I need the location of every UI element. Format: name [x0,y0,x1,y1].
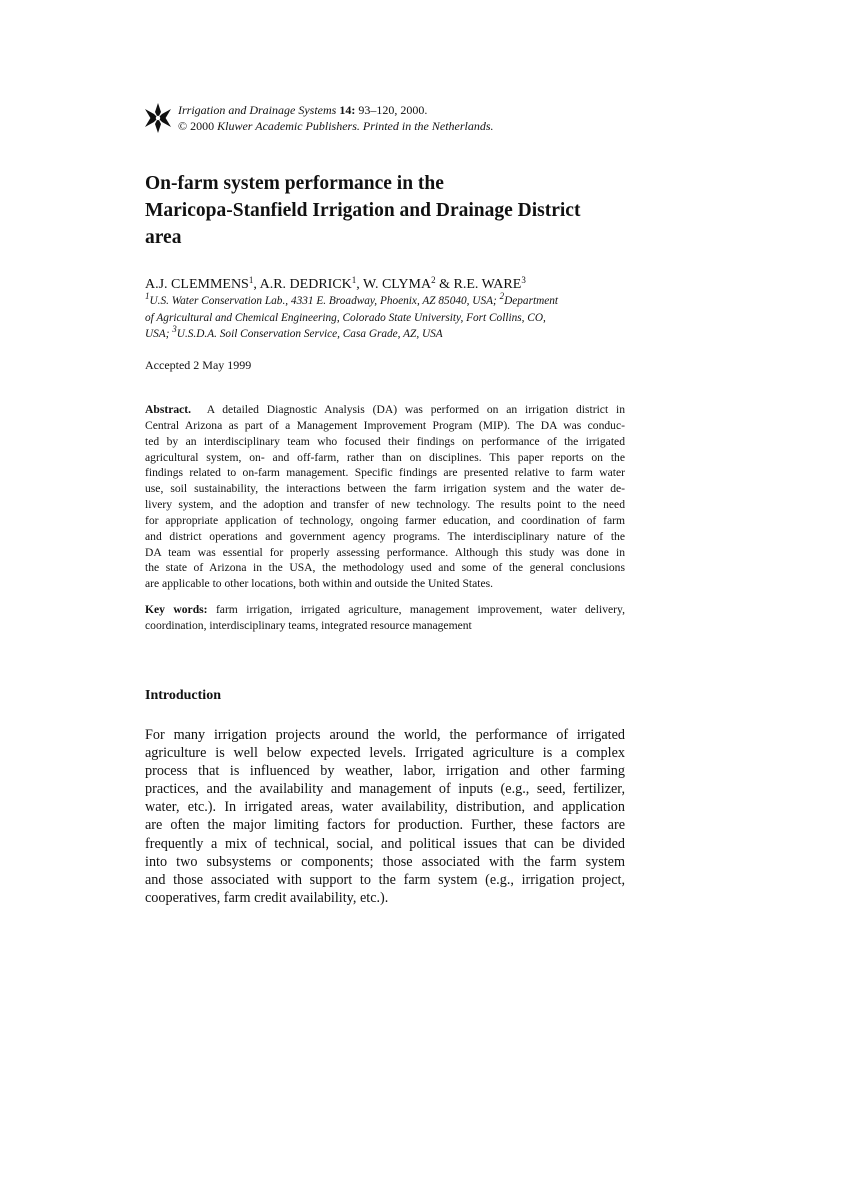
abstract-line: livery system, and the adoption and transfer of new technology. The results point to the need [145,498,625,512]
author-affil-sup: 3 [521,275,526,285]
author-name: R.E. WARE [453,277,522,292]
section-heading-introduction: Introduction [145,688,221,703]
abstract-line: for appropriate application of technology, ongoing farmer education, and coordination of farm [145,513,625,527]
journal-volume: 14: [339,103,356,117]
author-separator: , [253,277,260,292]
title-line: area [145,227,182,248]
affil-text: U.S.D.A. Soil Conservation Service, Casa Grade, AZ, USA [176,328,443,340]
author-name: A.J. CLEMMENS [145,277,249,292]
author-affil-sup: 2 [431,275,436,285]
affil-text: U.S. Water Conservation Lab., 4331 E. Broadway, Phoenix, AZ 85040, USA; [149,295,500,307]
kluwer-star-logo-icon [145,103,171,133]
keywords-text: farm irrigation, irrigated agriculture, management improvement, water delivery, [215,603,625,616]
author-affil-sup: 1 [248,275,254,285]
affiliations [145,293,625,343]
affiliation-line [145,326,625,343]
keywords-line [145,602,625,618]
affil-sup: 3 [172,324,177,334]
affil-sup: 1 [145,291,150,301]
abstract-line: DA team was essential for properly assessing performance. Although this study was done in [145,545,625,559]
abstract-line: and district operations and government agency programs. The interdisciplinary nature of the [145,529,625,543]
article-title [145,170,625,251]
intro-line: and those associated with support to the farm system (e.g., irrigation project, [145,871,625,888]
abstract-line: ted by an interdisciplinary team who focused their findings on performance of the irrigated [145,434,625,448]
journal-citation-line-2 [178,118,494,134]
affil-text: of Agricultural and Chemical Engineering, Colorado State University, Fort Collins, CO, [145,311,546,324]
keywords [145,602,625,634]
publisher: Kluwer Academic Publishers. [217,119,360,133]
journal-header [145,102,625,136]
abstract-line: Central Arizona as part of a Management Improvement Program (MIP). The DA was conduc- [145,418,625,432]
journal-name: Irrigation and Drainage Systems [178,103,337,117]
keywords-label: Key words: [145,603,208,616]
abstract-line: are applicable to other locations, both within and outside the United States. [145,577,494,591]
abstract-line: agricultural system, on- and off-farm, rather than on disciplines. This paper reports on the [145,450,625,464]
affiliation-line [145,293,625,310]
author-affil-sup: 1 [351,275,357,285]
copyright-symbol: © [178,119,188,133]
author-separator: , [356,277,364,292]
title-line: On-farm system performance in the [145,173,444,194]
journal-citation [178,102,494,134]
intro-line: process that is influenced by weather, labor, irrigation and other farming [145,763,625,780]
abstract-text: A detailed Diagnostic Analysis (DA) was performed on an irrigation district in [206,403,626,416]
abstract-line: use, soil sustainability, the interactions between the farm irrigation system and the water de- [145,482,625,496]
abstract-line: findings related to on-farm management. Specific findings are presented relative to farm water [145,466,625,480]
introduction-paragraph [145,726,625,907]
affil-text: Department [504,295,559,307]
abstract-line [145,402,625,418]
abstract-label: Abstract. [145,403,192,416]
intro-line: are often the major limiting factors for production. Further, these factors are [145,817,625,834]
intro-line: practices, and the availability and management of inputs (e.g., seed, fertilizer, [145,781,625,798]
abstract [145,402,625,592]
journal-pages: 93–120, 2000. [358,103,428,117]
intro-line: cooperatives, farm credit availability, etc.). [145,889,389,906]
abstract-line: the state of Arizona in the USA, the methodology used and some of the general conclusions [145,561,625,575]
author-name: W. CLYMA [363,277,432,292]
affil-text: USA; [145,328,173,340]
author-separator: & [435,277,454,292]
journal-citation-line-1 [178,102,494,118]
accepted-date: Accepted 2 May 1999 [145,358,252,372]
intro-line: For many irrigation projects around the world, the performance of irrigated [145,727,625,743]
intro-line: agriculture is well below expected levels. Irrigated agriculture is a complex [145,745,625,762]
affiliation-line [145,310,625,327]
title-line: Maricopa-Stanfield Irrigation and Drainage District [145,200,581,221]
printed-in: Printed in the Netherlands. [362,119,494,133]
author-list [145,276,625,293]
intro-line: water, etc.). In irrigated areas, water availability, distribution, and application [145,799,625,816]
affil-sup: 2 [499,291,505,301]
copyright-year: 2000 [190,119,215,133]
intro-line: frequently a mix of technical, social, and political issues that can be divided [145,835,625,852]
author-name: A.R. DEDRICK [259,277,352,292]
keywords-line: coordination, interdisciplinary teams, integrated resource management [145,618,472,632]
intro-line: into two subsystems or components; those associated with the farm system [145,853,625,870]
